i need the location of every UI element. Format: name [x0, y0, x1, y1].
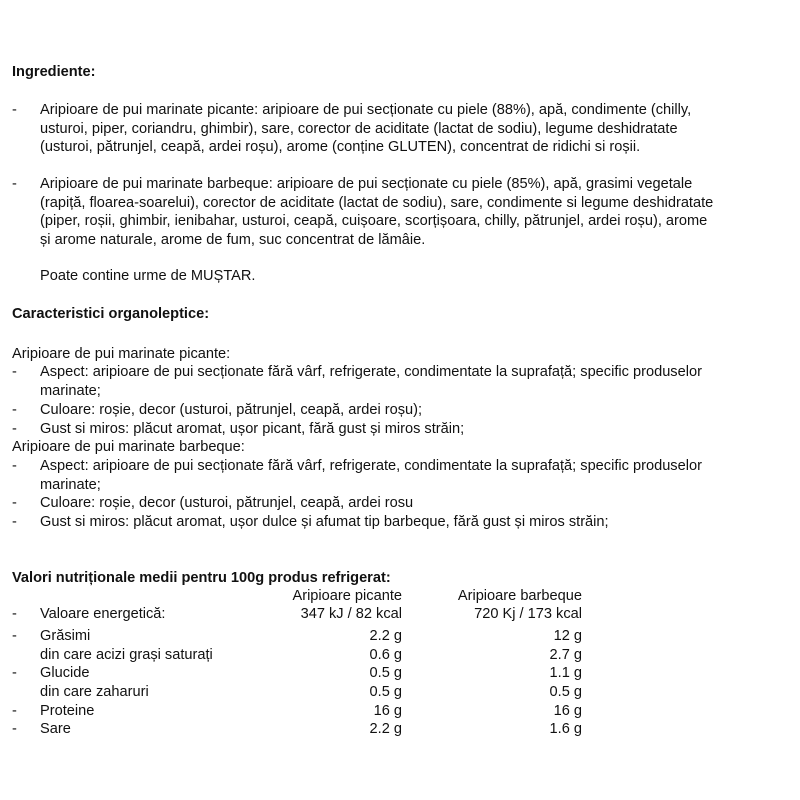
nutrition-dash: - [12, 665, 17, 681]
nutrition-dash: - [12, 606, 17, 622]
col-header-barbeque: Aripioare barbeque [457, 588, 582, 604]
ingredients-item-picante: Aripioare de pui marinate picante: aripioare de pui secționate cu piele (88%), apă, condimente (chilly, usturoi, piper, coriandru, ghimbir), sare, corector de aciditate (lactat de sodiu), legume deshidratate (usturoi, pătrunjel, ceapă, ardei roșu), arome (conține GLUTEN), concentrat de ridichi si roșii. [40, 102, 692, 156]
group-title-barbeque: Aripioare de pui marinate barbeque: [12, 439, 245, 455]
nutrition-value-barbeque: 720 Kj / 173 kcal [474, 606, 582, 622]
col-header-picante: Aripioare picante [292, 588, 402, 604]
nutrition-value-barbeque: 1.1 g [549, 665, 582, 681]
nutrition-value-barbeque: 0.5 g [549, 684, 582, 700]
nutrition-value-picante: 16 g [373, 703, 402, 719]
nutrition-value-picante: 0.5 g [369, 684, 402, 700]
ingredients-item-barbeque: Aripioare de pui marinate barbeque: aripioare de pui secționate cu piele (85%), apă, grasimi vegetale (rapiță, floarea-soarelui), corector de aciditate (lactat de sodiu), sare, condimente si legume deshidratate (piper, roșii, ghimbir, ienibahar, usturoi, ceapă, cuișoare, scorțișoara, chilly, pătrunjel, ardei roșu), arome și arome naturale, arome de fum, suc concentrat de lămâie. [40, 176, 714, 248]
bullet-dash: - [12, 514, 17, 530]
nutrition-value-picante: 2.2 g [369, 628, 402, 644]
taste-barbeque: Gust si miros: plăcut aromat, ușor dulce și afumat tip barbeque, fără gust și miros străin; [40, 514, 609, 530]
aspect-picante: Aspect: aripioare de pui secționate fără vârf, refrigerate, condimentate la suprafață; specific produselor marinate; [40, 364, 702, 399]
bullet-dash: - [12, 495, 17, 511]
nutrition-label: Valoare energetică: [40, 606, 166, 622]
nutrition-value-barbeque: 2.7 g [549, 647, 582, 663]
nutrition-value-barbeque: 16 g [553, 703, 582, 719]
bullet-dash: - [12, 176, 17, 192]
nutrition-label: din care zaharuri [40, 684, 149, 700]
nutrition-dash: - [12, 628, 17, 644]
bullet-dash: - [12, 458, 17, 474]
taste-picante: Gust si miros: plăcut aromat, ușor picant, fără gust și miros străin; [40, 421, 465, 437]
nutrition-label: Sare [40, 721, 71, 737]
bullet-dash: - [12, 364, 17, 380]
nutrition-value-picante: 2.2 g [369, 721, 402, 737]
ingredients-heading: Ingrediente: [12, 64, 96, 80]
nutrition-value-picante: 347 kJ / 82 kcal [300, 606, 402, 622]
nutrition-label: Grăsimi [40, 628, 91, 644]
nutrition-value-picante: 0.5 g [369, 665, 402, 681]
nutrition-value-picante: 0.6 g [369, 647, 402, 663]
aspect-barbeque: Aspect: aripioare de pui secționate fără vârf, refrigerate, condimentate la suprafață; specific produselor marinate; [40, 458, 702, 493]
organoleptic-heading: Caracteristici organoleptice: [12, 306, 210, 322]
group-title-picante: Aripioare de pui marinate picante: [12, 346, 231, 362]
color-picante: Culoare: roșie, decor (usturoi, pătrunjel, ceapă, ardei roșu); [40, 402, 423, 418]
nutrition-value-barbeque: 12 g [553, 628, 582, 644]
nutrition-label: Proteine [40, 703, 95, 719]
color-barbeque: Culoare: roșie, decor (usturoi, pătrunjel, ceapă, ardei rosu [40, 495, 414, 511]
bullet-dash: - [12, 402, 17, 418]
bullet-dash: - [12, 102, 17, 118]
allergen-note: Poate contine urme de MUȘTAR. [40, 268, 256, 284]
nutrition-heading: Valori nutriționale medii pentru 100g produs refrigerat: [12, 570, 391, 586]
nutrition-dash: - [12, 703, 17, 719]
nutrition-label: din care acizi grași saturați [40, 647, 213, 663]
nutrition-value-barbeque: 1.6 g [549, 721, 582, 737]
bullet-dash: - [12, 421, 17, 437]
nutrition-label: Glucide [40, 665, 90, 681]
nutrition-dash: - [12, 721, 17, 737]
